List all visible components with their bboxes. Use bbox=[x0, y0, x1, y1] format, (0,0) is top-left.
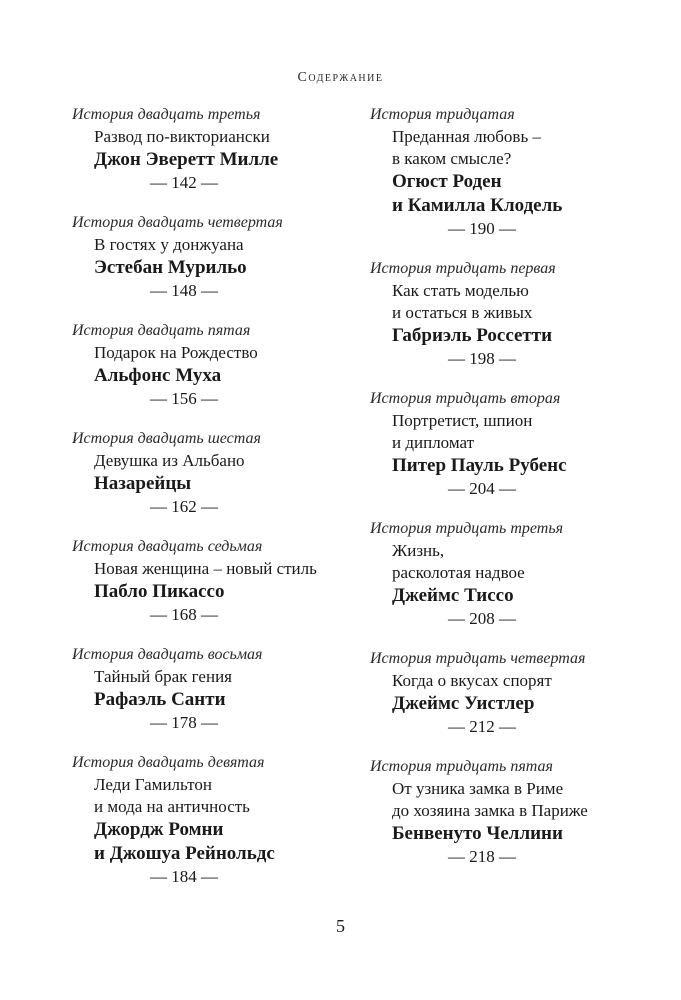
story-label: История двадцать седьмая bbox=[72, 538, 263, 555]
entry-body bbox=[94, 666, 370, 734]
page-reference: — 204 — bbox=[448, 479, 516, 498]
artist-name-line: Огюст Роден bbox=[392, 171, 502, 192]
story-label: История тридцать третья bbox=[370, 520, 564, 537]
entry-body bbox=[392, 670, 668, 738]
artist-name-line: и Камилла Клодель bbox=[392, 195, 563, 216]
story-title-line: Развод по-викториански bbox=[94, 127, 270, 146]
story-title-line: Преданная любовь – bbox=[392, 127, 541, 146]
page-reference: — 148 — bbox=[150, 281, 218, 300]
story-label: История тридцать первая bbox=[370, 260, 556, 277]
story-label: История тридцать четвертая bbox=[370, 650, 586, 667]
page-reference: — 190 — bbox=[448, 219, 516, 238]
story-title-line: В гостях у донжуана bbox=[94, 235, 244, 254]
artist-name-line: Джон Эверетт Милле bbox=[94, 149, 279, 170]
toc-entry[interactable] bbox=[368, 388, 668, 500]
story-title-line: Как стать моделью bbox=[392, 281, 529, 300]
story-title-line: и дипломат bbox=[392, 433, 475, 452]
page-reference: — 198 — bbox=[448, 349, 516, 368]
story-title-line: От узника замка в Риме bbox=[392, 779, 564, 798]
page-reference: — 212 — bbox=[448, 717, 516, 736]
story-title-line: Тайный брак гения bbox=[94, 667, 232, 686]
artist-name-line: Рафаэль Санти bbox=[94, 689, 226, 710]
page-number: 5 bbox=[336, 916, 345, 936]
toc-column-left bbox=[70, 104, 370, 906]
toc-entry[interactable] bbox=[70, 212, 370, 302]
toc-entry[interactable] bbox=[70, 428, 370, 518]
toc-entry[interactable] bbox=[368, 104, 668, 240]
page-reference: — 142 — bbox=[150, 173, 218, 192]
entry-body bbox=[94, 774, 370, 888]
story-label: История двадцать восьмая bbox=[72, 646, 263, 663]
toc-entry[interactable] bbox=[368, 648, 668, 738]
artist-name-line: Габриэль Россетти bbox=[392, 325, 553, 346]
story-label: История двадцать четвертая bbox=[72, 214, 283, 231]
artist-name-line: Альфонс Муха bbox=[94, 365, 222, 386]
entry-body bbox=[392, 410, 668, 500]
entry-body bbox=[94, 450, 370, 518]
story-title-line: Жизнь, bbox=[392, 541, 445, 560]
toc-entry[interactable] bbox=[70, 320, 370, 410]
page-reference: — 168 — bbox=[150, 605, 218, 624]
story-label: История тридцать вторая bbox=[370, 390, 561, 407]
entry-body bbox=[392, 126, 668, 240]
story-label: История тридцатая bbox=[370, 106, 515, 123]
artist-name-line: и Джошуа Рейнольдс bbox=[94, 843, 275, 864]
story-title-line: расколотая надвое bbox=[392, 563, 525, 582]
story-title-line: Новая женщина – новый стиль bbox=[94, 559, 317, 578]
story-title-line: и остаться в живых bbox=[392, 303, 533, 322]
artist-name-line: Джеймс Уистлер bbox=[392, 693, 535, 714]
toc-entry[interactable] bbox=[368, 756, 668, 868]
page-reference: — 178 — bbox=[150, 713, 218, 732]
entry-body bbox=[392, 778, 668, 868]
toc-entry[interactable] bbox=[70, 644, 370, 734]
story-title-line: Девушка из Альбано bbox=[94, 451, 245, 470]
toc-entry[interactable] bbox=[70, 752, 370, 888]
story-label: История двадцать шестая bbox=[72, 430, 261, 447]
artist-name-line: Назарейцы bbox=[94, 473, 192, 494]
entry-body bbox=[94, 234, 370, 302]
entry-body bbox=[94, 558, 370, 626]
toc-entry[interactable] bbox=[368, 258, 668, 370]
artist-name-line: Джеймс Тиссо bbox=[392, 585, 514, 606]
story-title-line: Леди Гамильтон bbox=[94, 775, 212, 794]
page-reference: — 162 — bbox=[150, 497, 218, 516]
toc-column-right bbox=[368, 104, 668, 886]
toc-entry[interactable] bbox=[70, 536, 370, 626]
toc-entry[interactable] bbox=[368, 518, 668, 630]
story-title-line: в каком смысле? bbox=[392, 149, 512, 168]
page-reference: — 156 — bbox=[150, 389, 218, 408]
page-reference: — 208 — bbox=[448, 609, 516, 628]
entry-body bbox=[392, 540, 668, 630]
toc-entry[interactable] bbox=[70, 104, 370, 194]
artist-name-line: Бенвенуто Челлини bbox=[392, 823, 563, 844]
page-reference: — 218 — bbox=[448, 847, 516, 866]
story-title-line: Когда о вкусах спорят bbox=[392, 671, 552, 690]
entry-body bbox=[94, 126, 370, 194]
story-title-line: и мода на античность bbox=[94, 797, 250, 816]
story-label: История тридцать пятая bbox=[370, 758, 553, 775]
page-reference: — 184 — bbox=[150, 867, 218, 886]
artist-name-line: Пабло Пикассо bbox=[94, 581, 225, 602]
story-title-line: до хозяина замка в Париже bbox=[392, 801, 588, 820]
story-title-line: Подарок на Рождество bbox=[94, 343, 258, 362]
story-label: История двадцать третья bbox=[72, 106, 261, 123]
artist-name-line: Джордж Ромни bbox=[94, 819, 224, 840]
artist-name-line: Питер Пауль Рубенс bbox=[392, 455, 567, 476]
story-label: История двадцать девятая bbox=[72, 754, 265, 771]
artist-name-line: Эстебан Мурильо bbox=[94, 257, 247, 278]
page-header: Содержание bbox=[297, 70, 384, 85]
entry-body bbox=[94, 342, 370, 410]
entry-body bbox=[392, 280, 668, 370]
story-title-line: Портретист, шпион bbox=[392, 411, 533, 430]
story-label: История двадцать пятая bbox=[72, 322, 251, 339]
